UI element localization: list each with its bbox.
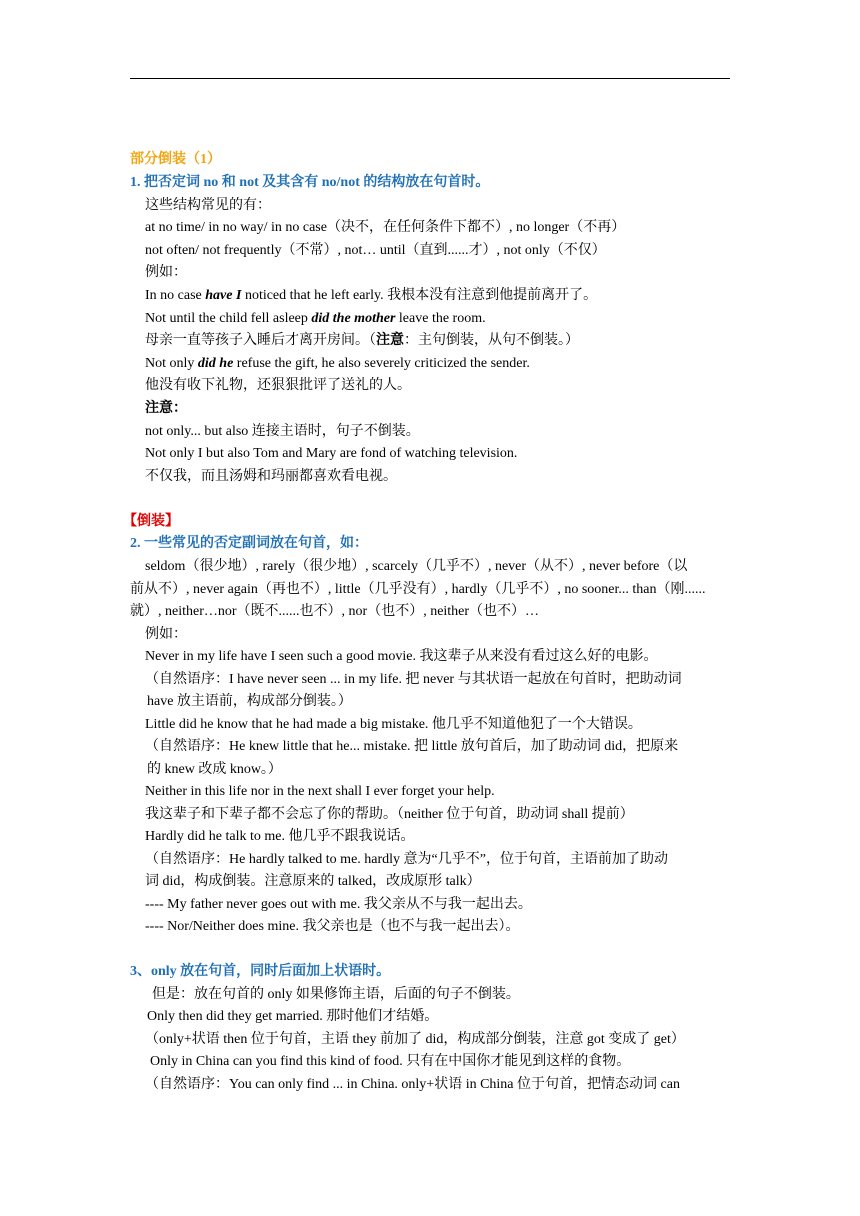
text-line: Hardly did he talk to me. 他几乎不跟我说话。 — [145, 829, 415, 844]
translation-text: 母亲一直等孩子入睡后才离开房间。（ — [145, 333, 376, 348]
text-line: 的 knew 改成 know。） — [147, 762, 282, 777]
text-line: （自然语序：You can only find ... in China. only+状语 in China 位于句首，把情态动词 can — [145, 1077, 680, 1092]
text-line: （自然语序：He hardly talked to me. hardly 意为“几乎不”，位于句首，主语前加了助动 — [145, 852, 668, 867]
emphasis-text: have I — [205, 288, 242, 303]
text-line: 词 did，构成倒装。注意原来的 talked，改成原形 talk） — [145, 874, 481, 889]
note-inline-label: 注意 — [376, 333, 404, 348]
text-line: 这些结构常见的有： — [145, 198, 271, 213]
translation-line — [145, 332, 579, 350]
example-text: noticed that he left early. 我根本没有注意到他提前离开了。 — [241, 288, 598, 303]
example-text: leave the room. — [395, 311, 486, 326]
section-heading: 1. 把否定词 no 和 not 及其含有 no/not 的结构放在句首时。 — [130, 175, 490, 190]
section-tag: 【倒装】 — [123, 514, 179, 529]
translation-text: ：主句倒装，从句不倒装。） — [404, 333, 579, 348]
text-line: 但是：放在句首的 only 如果修饰主语，后面的句子不倒装。 — [152, 987, 520, 1002]
text-line: Neither in this life nor in the next shall I ever forget your help. — [145, 784, 495, 799]
text-line: （only+状语 then 位于句首，主语 they 前加了 did，构成部分倒装，注意 got 变成了 get） — [145, 1032, 685, 1047]
text-line: （自然语序：He knew little that he... mistake. 把 little 放句首后，加了助动词 did，把原来 — [145, 739, 679, 754]
text-line: Only in China can you find this kind of food. 只有在中国你才能见到这样的食物。 — [150, 1054, 631, 1069]
text-line: 例如： — [145, 627, 187, 642]
text-line: have 放主语前，构成部分倒装。） — [147, 694, 352, 709]
text-line: 前从不）, never again（再也不）, little（几乎没有）, hardly（几乎不）, no sooner... than（刚...... — [130, 582, 706, 597]
text-line: not only... but also 连接主语时，句子不倒装。 — [145, 424, 420, 439]
text-line: ---- Nor/Neither does mine. 我父亲也是（也不与我一起出去）。 — [145, 919, 520, 934]
text-line: （自然语序：I have never seen ... in my life. 把 never 与其状语一起放在句首时，把助动词 — [145, 672, 682, 687]
text-line: Only then did they get married. 那时他们才结婚。 — [147, 1009, 439, 1024]
example-text: In no case — [145, 288, 206, 303]
translation-line: 他没有收下礼物，还狠狠批评了送礼的人。 — [145, 378, 411, 393]
example-text: refuse the gift, he also severely criticized the sender. — [233, 356, 530, 371]
text-line: 不仅我，而且汤姆和玛丽都喜欢看电视。 — [145, 469, 397, 484]
emphasis-text: did the mother — [311, 311, 396, 326]
text-line: 就）, neither…nor（既不......也不）, nor（也不）, neither（也不）… — [130, 604, 540, 619]
note-label: 注意： — [145, 401, 187, 416]
text-line: at no time/ in no way/ in no case（决不，在任何条件下都不）, no longer（不再） — [145, 220, 626, 235]
text-line: 我这辈子和下辈子都不会忘了你的帮助。（neither 位于句首，助动词 shall 提前） — [145, 807, 634, 822]
header-rule — [130, 78, 730, 79]
text-line: ---- My father never goes out with me. 我父亲从不与我一起出去。 — [145, 897, 532, 912]
example-text: Not until the child fell asleep — [145, 311, 312, 326]
text-line: seldom（很少地）, rarely（很少地）, scarcely（几乎不）, never（从不）, never before（以 — [145, 559, 688, 574]
section-title: 部分倒装（1） — [130, 152, 221, 167]
example-line — [145, 310, 486, 328]
text-line: not often/ not frequently（不常）, not… until（直到......才）, not only（不仅） — [145, 243, 606, 258]
example-line — [145, 287, 597, 305]
text-line: 例如： — [145, 265, 187, 280]
text-line: Little did he know that he had made a big mistake. 他几乎不知道他犯了一个大错误。 — [145, 717, 642, 732]
emphasis-text: did he — [197, 356, 234, 371]
text-line: Never in my life have I seen such a good movie. 我这辈子从来没有看过这么好的电影。 — [145, 649, 658, 664]
example-line — [145, 355, 530, 373]
text-line: Not only I but also Tom and Mary are fond of watching television. — [145, 446, 518, 461]
example-text: Not only — [145, 356, 198, 371]
section-heading: 2. 一些常见的否定副词放在句首，如： — [130, 536, 368, 551]
section-heading: 3、only 放在句首，同时后面加上状语时。 — [130, 964, 391, 979]
